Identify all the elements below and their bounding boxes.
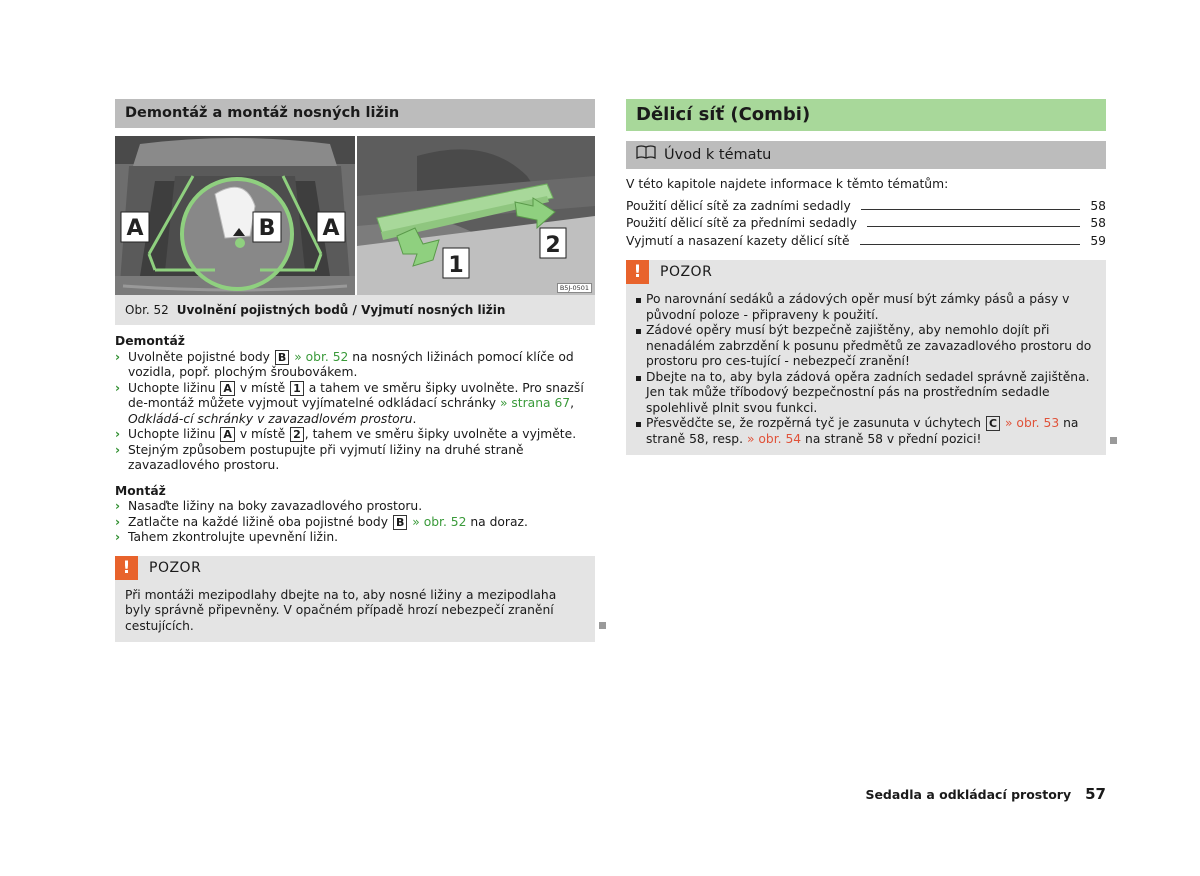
- toc-item[interactable]: Vyjmutí a nasazení kazety dělicí sítě 59: [626, 233, 1106, 248]
- demontaz-step-1: › Uvolněte pojistné body B » obr. 52 na nosných ližinách pomocí klíče od vozidla, popř. plochým šroubovákem.: [115, 349, 574, 379]
- label-two: 2: [545, 233, 561, 258]
- figure-code: B5J-0501: [557, 283, 592, 293]
- warning-title: POZOR: [149, 559, 202, 576]
- toc-item[interactable]: Použití dělicí sítě za zadními sedadly 58: [626, 198, 1106, 213]
- chevron-icon: ›: [115, 514, 121, 529]
- warning-box-left: [115, 556, 595, 643]
- trunk-illustration: [115, 136, 355, 295]
- section-title: Demontáž a montáž nosných ližin: [115, 99, 595, 128]
- warning-header: [626, 260, 1106, 286]
- warning-icon: !: [626, 260, 649, 284]
- figure-52: [115, 136, 595, 295]
- book-icon: [636, 141, 656, 169]
- label-b: B: [258, 216, 276, 241]
- page-footer: [865, 787, 1106, 803]
- section-end-marker: [1110, 437, 1117, 444]
- figure-link[interactable]: » obr. 52: [294, 349, 349, 364]
- figure-link[interactable]: » obr. 53: [1004, 416, 1060, 430]
- chevron-icon: ›: [115, 349, 121, 364]
- chevron-icon: ›: [115, 442, 121, 457]
- intro-heading: [626, 141, 1106, 169]
- demontaz-step-3: › Uchopte ližinu A v místě 2 , tahem ve směru šipky uvolněte a vyjměte.: [115, 427, 577, 441]
- section-end-marker: [599, 622, 606, 629]
- rail-illustration: [357, 136, 595, 295]
- figure-link[interactable]: » obr. 54: [746, 431, 802, 446]
- chevron-icon: ›: [115, 427, 121, 441]
- callout-box-c: C: [986, 416, 1000, 431]
- warning-box-right: [626, 260, 1106, 455]
- demontaz-step-4: › Stejným způsobem postupujte při vyjmutí ližiny na druhé straně zavazadlového prostoru.: [115, 442, 524, 472]
- callout-box-a: A: [220, 381, 235, 396]
- figure-link[interactable]: » obr. 52: [412, 514, 467, 529]
- demontaz-heading: Demontáž: [115, 334, 185, 348]
- warning-bullet-1: Po narovnání sedáků a zádových opěr musí být zámky pásů a pásy v původní poloze - připraveny k použití.: [636, 292, 1096, 323]
- figure-panel-rail: [357, 136, 595, 295]
- demontaz-steps: [115, 350, 595, 474]
- toc-page: 58: [1090, 198, 1106, 213]
- callout-box-a: A: [220, 427, 235, 442]
- warning-body: [626, 286, 1106, 455]
- label-a-right: A: [322, 216, 340, 241]
- montaz-step-3: › Tahem zkontrolujte upevnění ližin.: [115, 530, 339, 544]
- chevron-icon: ›: [115, 380, 121, 395]
- warning-icon: !: [115, 556, 138, 580]
- label-one: 1: [448, 253, 464, 278]
- callout-box-b: B: [275, 350, 289, 365]
- left-column: [115, 99, 595, 642]
- montaz-step-2: › Zatlačte na každé ližině oba pojistné body B » obr. 52 na doraz.: [115, 514, 528, 529]
- callout-box-2: 2: [290, 427, 304, 442]
- toc-list: [626, 199, 1106, 250]
- montaz-step-1: › Nasaďte ližiny na boky zavazadlového prostoru.: [115, 499, 423, 513]
- demontaz-step-2: › Uchopte ližinu A v místě 1 a tahem ve směru šipky uvolněte. Pro snazší de-montáž můžete vyjmout vyjímatelné odkládací schránky » strana 67, Odkládá-cí schránky v zavazadlovém prostoru.: [115, 380, 584, 426]
- toc-item[interactable]: Použití dělicí sítě za předními sedadly 58: [626, 216, 1106, 230]
- callout-box-1: 1: [290, 381, 304, 396]
- intro-title: Úvod k tématu: [664, 147, 772, 163]
- warning-bullet-3: Dbejte na to, aby byla zádová opěra zadních sedadel správně zajištěna. Jen tak může tříbodový bezpečnostní pás na prostředním sedadle spolehlivě plnit svou funkci.: [636, 370, 1096, 417]
- chapter-title: Dělicí síť (Combi): [626, 99, 1106, 131]
- warning-bullet-2: Zádové opěry musí být bezpečně zajištěny, aby nemohlo dojít při nenadálém zabrzdění k posunu předmětů ze zavazadlového prostoru do prostoru pro ces-tující - nebezpečí zranění!: [636, 323, 1096, 370]
- right-column: [626, 99, 1106, 455]
- figure-caption: [115, 295, 595, 325]
- montaz-steps: [115, 499, 595, 546]
- montaz-heading: Montáž: [115, 483, 166, 498]
- warning-bullet-4: Přesvědčte se, že rozpěrná tyč je zasunuta v úchytech C » obr. 53 na straně 58, resp. » obr. 54 na straně 58 v přední pozici!: [636, 416, 1096, 447]
- figure-panel-trunk: [115, 136, 355, 295]
- callout-box-b: B: [393, 515, 407, 530]
- chevron-icon: ›: [115, 499, 121, 513]
- page-number: 57: [1085, 785, 1106, 803]
- footer-chapter: Sedadla a odkládací prostory: [865, 787, 1072, 802]
- label-a-left: A: [126, 216, 144, 241]
- warning-header: [115, 556, 595, 582]
- toc-page: 58: [1090, 216, 1106, 230]
- warning-title: POZOR: [660, 264, 713, 280]
- warning-text: Při montáži mezipodlahy dbejte na to, aby nosné ližiny a mezipodlaha byly správně připevněny. V opačném případě hrozí nebezpečí zranění cestujících.: [125, 587, 557, 633]
- caption-number: Obr. 52: [125, 303, 169, 317]
- toc-page: 59: [1090, 233, 1106, 248]
- toc-intro: V této kapitole najdete informace k těmto tématům:: [626, 177, 949, 191]
- caption-title: Uvolnění pojistných bodů / Vyjmutí nosných ližin: [176, 303, 506, 317]
- chevron-icon: ›: [115, 530, 121, 544]
- warning-bullets: [636, 292, 1096, 447]
- page-link[interactable]: » strana 67: [499, 396, 571, 410]
